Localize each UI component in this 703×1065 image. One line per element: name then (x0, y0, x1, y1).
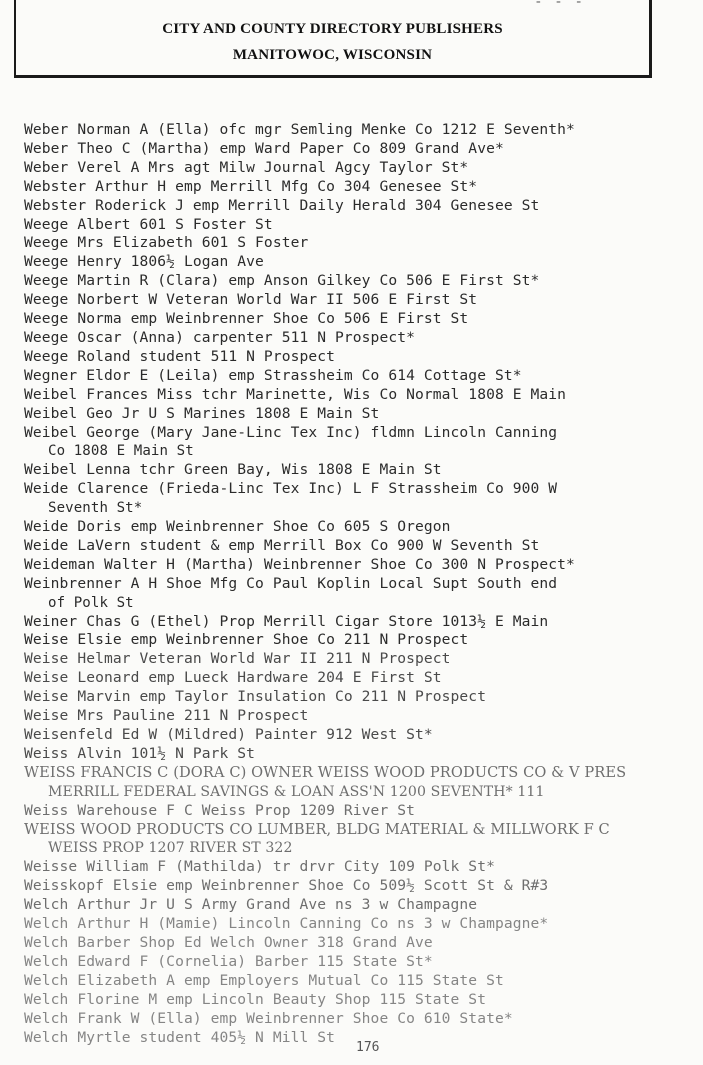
entry-text: Weise Helmar Veteran World War II 211 N Prospect (24, 650, 451, 668)
directory-entry (24, 707, 700, 726)
directory-entry (24, 405, 700, 424)
entry-text: Welch Barber Shop Ed Welch Owner 318 Grand Ave (24, 933, 433, 951)
directory-entry (24, 197, 700, 216)
entry-continuation: Seventh St* (48, 500, 143, 517)
entry-text: Welch Florine M emp Lincoln Beauty Shop 115 State St (24, 990, 487, 1008)
entry-text: Weinbrenner A H Shoe Mfg Co Paul Koplin Local Supt South end (24, 574, 558, 592)
directory-entry (24, 858, 700, 877)
entry-continuation: Co 1808 E Main St (48, 443, 194, 460)
directory-entry (24, 253, 700, 272)
directory-entry (24, 972, 700, 991)
directory-entry (24, 121, 700, 140)
entry-text: Welch Arthur H (Mamie) Lincoln Canning Co ns 3 w Champagne* (24, 915, 549, 933)
entry-text: Webster Arthur H emp Merrill Mfg Co 304 Genesee St* (24, 177, 478, 195)
directory-listing (24, 121, 700, 1047)
entry-text: Weiner Chas G (Ethel) Prop Merrill Cigar Store 1013½ E Main (24, 612, 549, 630)
directory-entry (24, 518, 700, 537)
publisher-header (14, 0, 652, 78)
entry-text: Weide LaVern student & emp Merrill Box Co 900 W Seventh St (24, 536, 540, 554)
entry-continuation: MERRILL FEDERAL SAVINGS & LOAN ASS'N 1200 SEVENTH* 111 (48, 783, 545, 800)
entry-text: Weisskopf Elsie emp Weinbrenner Shoe Co 509½ Scott St & R#3 (24, 877, 549, 895)
entry-text: Welch Elizabeth A emp Employers Mutual Co 115 State St (24, 971, 504, 989)
entry-text: Webster Roderick J emp Merrill Daily Herald 304 Genesee St (24, 196, 540, 214)
directory-entry (24, 234, 700, 253)
entry-text: Weise Mrs Pauline 211 N Prospect (24, 707, 309, 725)
entry-text: Welch Frank W (Ella) emp Weinbrenner Shoe Co 610 State* (24, 1009, 513, 1027)
publisher-name: CITY AND COUNTY DIRECTORY PUBLISHERS (162, 21, 503, 37)
entry-text: Weideman Walter H (Martha) Weinbrenner Shoe Co 300 N Prospect* (24, 555, 575, 573)
entry-text: Weege Henry 1806½ Logan Ave (24, 253, 264, 271)
entry-text: Weber Norman A (Ella) ofc mgr Semling Menke Co 1212 E Seventh* (24, 121, 575, 138)
entry-text: Weisse William F (Mathilda) tr drvr City 109 Polk St* (24, 858, 495, 876)
directory-entry (24, 159, 700, 178)
entry-text: WEISS WOOD PRODUCTS CO LUMBER, BLDG MATERIAL & MILLWORK F C (24, 820, 610, 838)
directory-entry (24, 329, 700, 348)
directory-entry (24, 726, 700, 745)
directory-entry (24, 613, 700, 632)
directory-entry (24, 669, 700, 688)
entry-text: WEISS FRANCIS C (DORA C) OWNER WEISS WOOD PRODUCTS CO & V PRES (24, 763, 627, 781)
directory-entry (24, 461, 700, 480)
directory-entry (24, 310, 700, 329)
publisher-location: MANITOWOC, WISCONSIN (232, 47, 433, 63)
directory-entry (24, 216, 700, 235)
directory-entry (24, 178, 700, 197)
entry-text: Weege Norma emp Weinbrenner Shoe Co 506 E First St (24, 310, 469, 328)
entry-text: Weber Verel A Mrs agt Milw Journal Agcy Taylor St* (24, 158, 469, 176)
entry-text: Weibel Lenna tchr Green Bay, Wis 1808 E Main St (24, 461, 442, 479)
directory-entry (24, 915, 700, 934)
directory-entry (24, 1010, 700, 1029)
entry-text: Weege Albert 601 S Foster St (24, 215, 273, 233)
entry-text: Welch Myrtle student 405½ N Mill St (24, 1028, 336, 1046)
directory-entry (24, 537, 700, 556)
scan-mark: - - - (536, 0, 587, 9)
directory-entry (24, 348, 700, 367)
entry-text: Weege Mrs Elizabeth 601 S Foster (24, 234, 309, 252)
directory-entry (24, 745, 700, 764)
directory-entry (24, 896, 700, 915)
entry-text: Weiss Alvin 101½ N Park St (24, 744, 256, 762)
entry-text: Weibel George (Mary Jane-Linc Tex Inc) fldmn Lincoln Canning (24, 423, 558, 441)
directory-entry (24, 480, 700, 518)
directory-entry (24, 821, 700, 859)
entry-text: Weide Doris emp Weinbrenner Shoe Co 605 S Oregon (24, 518, 451, 536)
directory-entry (24, 386, 700, 405)
page-number: 176 (356, 1040, 380, 1055)
entry-text: Welch Edward F (Cornelia) Barber 115 State St* (24, 952, 433, 970)
entry-text: Weibel Frances Miss tchr Marinette, Wis Co Normal 1808 E Main (24, 385, 567, 403)
directory-entry (24, 953, 700, 972)
directory-entry (24, 802, 700, 821)
entry-text: Weise Leonard emp Lueck Hardware 204 E First St (24, 669, 442, 687)
directory-entry (24, 934, 700, 953)
entry-text: Weege Martin R (Clara) emp Anson Gilkey Co 506 E First St* (24, 272, 540, 290)
directory-entry (24, 764, 700, 802)
directory-entry (24, 631, 700, 650)
directory-entry (24, 650, 700, 669)
directory-entry (24, 877, 700, 896)
directory-entry (24, 272, 700, 291)
directory-entry (24, 291, 700, 310)
entry-text: Welch Arthur Jr U S Army Grand Ave ns 3 w Champagne (24, 896, 478, 914)
entry-text: Weise Marvin emp Taylor Insulation Co 211 N Prospect (24, 688, 487, 706)
entry-text: Weibel Geo Jr U S Marines 1808 E Main St (24, 404, 380, 422)
entry-text: Weide Clarence (Frieda-Linc Tex Inc) L F Strassheim Co 900 W (24, 480, 558, 498)
entry-text: Weiss Warehouse F C Weiss Prop 1209 River St (24, 801, 415, 819)
entry-text: Weisenfeld Ed W (Mildred) Painter 912 West St* (24, 726, 433, 743)
entry-text: Weege Norbert W Veteran World War II 506 E First St (24, 291, 478, 309)
entry-text: Weege Roland student 511 N Prospect (24, 347, 336, 365)
entry-text: Weber Theo C (Martha) emp Ward Paper Co 809 Grand Ave* (24, 139, 504, 157)
directory-entry (24, 575, 700, 613)
entry-continuation: of Polk St (48, 594, 134, 611)
directory-entry (24, 140, 700, 159)
directory-entry (24, 991, 700, 1010)
entry-text: Weege Oscar (Anna) carpenter 511 N Prospect* (24, 328, 415, 346)
directory-entry (24, 424, 700, 462)
entry-text: Wegner Eldor E (Leila) emp Strassheim Co 614 Cottage St* (24, 366, 522, 384)
entry-text: Weise Elsie emp Weinbrenner Shoe Co 211 N Prospect (24, 631, 469, 649)
directory-entry (24, 688, 700, 707)
entry-continuation: WEISS PROP 1207 RIVER ST 322 (48, 840, 293, 857)
directory-entry (24, 367, 700, 386)
directory-entry (24, 556, 700, 575)
